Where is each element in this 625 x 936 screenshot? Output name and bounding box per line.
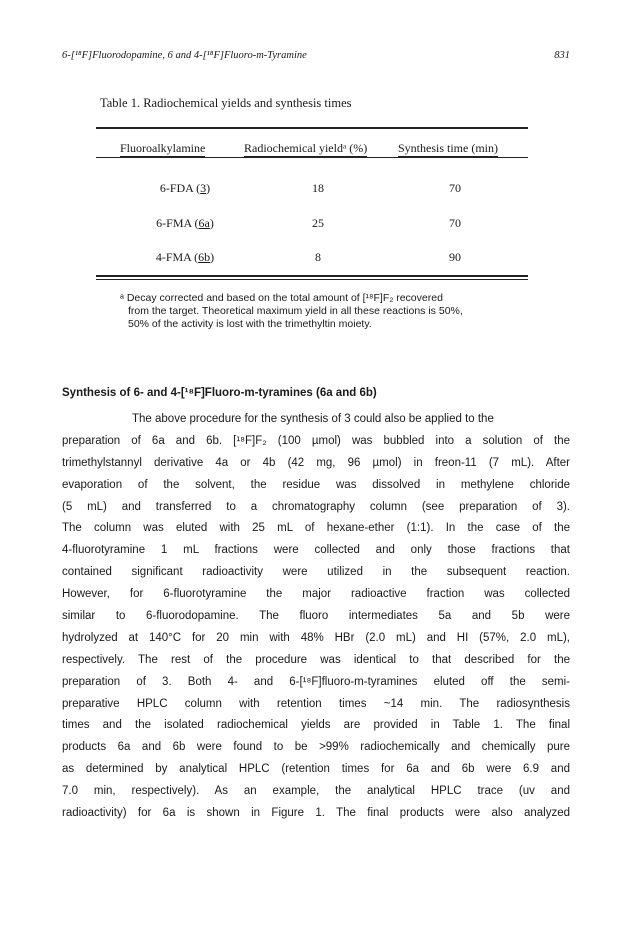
row-name: 6-FDA (3) xyxy=(159,181,211,195)
section-heading: Synthesis of 6- and 4-[¹⁸F]Fluoro-m-tyramines (6a and 6b) xyxy=(62,387,377,399)
footnote-line: from the target. Theoretical maximum yield in all these reactions is 50%, xyxy=(128,305,463,317)
body-line: hydrolyzed at 140°C for 20 min with 48% HBr (2.0 mL) and HI (57%, 2.0 mL), xyxy=(62,631,570,644)
body-line: as determined by analytical HPLC (retention times for 6a and 6b were 6.9 and xyxy=(62,763,570,776)
row-yield: 25 xyxy=(312,216,324,230)
body-line: preparative HPLC column with retention times ~14 min. The radiosynthesis xyxy=(62,697,570,710)
body-line: respectively. The rest of the procedure was identical to that described for the xyxy=(62,653,570,666)
body-line: However, for 6-fluorotyramine the major radioactive fraction was collected xyxy=(62,588,570,601)
table-header-1 xyxy=(120,141,205,156)
row-name: 6-FMA (6a) xyxy=(156,216,214,230)
row-yield: 18 xyxy=(312,181,324,195)
body-text xyxy=(62,409,570,825)
page-number: 831 xyxy=(554,50,570,61)
running-head-title: 6-[¹⁸F]Fluorodopamine, 6 and 4-[¹⁸F]Fluoro-m-Tyramine xyxy=(62,50,307,61)
body-line: products 6a and 6b were found to be >99% radiochemically and chemically pure xyxy=(62,741,570,754)
body-line: times and the isolated radiochemical yields are provided in Table 1. The final xyxy=(62,719,570,732)
body-line: 7.0 min, respectively). As an example, the analytical HPLC trace (uv and xyxy=(62,785,570,798)
row-time: 90 xyxy=(449,250,461,264)
table-bottom-rule xyxy=(96,275,528,277)
table-footnote xyxy=(120,292,540,331)
running-head xyxy=(62,50,570,61)
row-yield: 8 xyxy=(315,250,321,264)
row-time: 70 xyxy=(449,181,461,195)
body-line: radioactivity) for 6a is shown in Figure 1. The final products were also analyzed xyxy=(62,807,570,820)
body-line: trimethylstannyl derivative 4a or 4b (42 mg, 96 µmol) in freon-11 (7 mL). After xyxy=(62,456,570,469)
table-header-label: Fluoroalkylamine xyxy=(120,141,206,155)
body-line: (5 mL) and transferred to a chromatography column (see preparation of 3). xyxy=(62,500,570,513)
table-header-3 xyxy=(398,141,498,156)
body-line: The above procedure for the synthesis of 3 could also be applied to the xyxy=(132,413,494,425)
body-line: similar to 6-fluorodopamine. The fluoro intermediates 5a and 5b were xyxy=(62,610,570,623)
body-line: evaporation of the solvent, the residue was dissolved in methylene chloride xyxy=(62,478,570,491)
body-line: preparation of 3. Both 4- and 6-[¹⁸F]fluoro-m-tyramines eluted off the semi- xyxy=(62,675,570,688)
footnote-line: ᵃ Decay corrected and based on the total amount of [¹⁸F]F₂ recovered xyxy=(120,292,443,304)
table-caption: Table 1. Radiochemical yields and synthesis times xyxy=(100,96,352,110)
table-header-2 xyxy=(244,141,367,156)
table-header-label: Synthesis time (min) xyxy=(398,141,498,155)
body-line: The column was eluted with 25 mL of hexane-ether (1:1). In the case of the xyxy=(62,522,570,535)
body-line: preparation of 6a and 6b. [¹⁸F]F₂ (100 µmol) was bubbled into a solution of the xyxy=(62,434,570,447)
body-line: 4-fluorotyramine 1 mL fractions were collected and only those fractions that xyxy=(62,544,570,557)
table-header-rule xyxy=(96,157,528,158)
body-line: contained significant radioactivity were utilized in the subsequent reaction. xyxy=(62,566,570,579)
table-bottom-rule-2 xyxy=(96,279,528,280)
row-name: 4-FMA (6b) xyxy=(155,250,215,264)
footnote-line: 50% of the activity is lost with the trimethyltin moiety. xyxy=(128,318,372,330)
table-top-rule xyxy=(96,127,528,129)
row-time: 70 xyxy=(449,216,461,230)
table-header-label: Radiochemical yieldᵃ (%) xyxy=(244,141,368,155)
